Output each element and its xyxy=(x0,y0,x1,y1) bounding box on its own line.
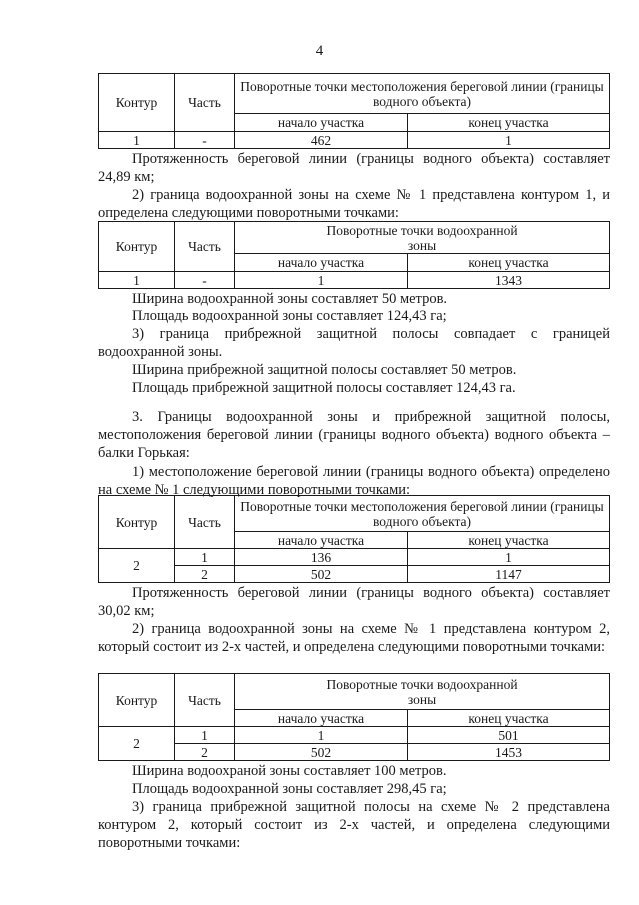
cell-start: 1 xyxy=(235,727,408,744)
header-start: начало участка xyxy=(235,254,408,272)
paragraph-strip-1: 3) граница прибрежной защитной полосы совпадает с границей водоохранной зоны. xyxy=(98,326,610,360)
cell-part: - xyxy=(175,132,235,149)
line-zone-area-1: Площадь водоохранной зоны составляет 124,43 га; xyxy=(132,308,447,324)
paragraph-length-1: Протяженность береговой линии (границы водного объекта) составляет 24,89 км; xyxy=(98,151,610,185)
shoreline-points-table-2 xyxy=(98,495,610,583)
cell-start: 502 xyxy=(235,566,408,583)
cell-part: 1 xyxy=(175,549,235,566)
cell-end: 1453 xyxy=(408,744,610,761)
header-end: конец участка xyxy=(408,114,610,132)
line-zone-width-2: Ширина водоохраной зоны составляет 100 метров. xyxy=(132,763,447,779)
cell-end: 501 xyxy=(408,727,610,744)
header-end: конец участка xyxy=(408,532,610,549)
header-points: Поворотные точки водоохранной зоны xyxy=(235,222,610,254)
water-zone-points-table-1 xyxy=(98,221,610,289)
cell-part: 2 xyxy=(175,744,235,761)
paragraph-zone-1: 2) граница водоохранной зоны на схеме № 1 представлена контуром 1, и определена следующими поворотными точками: xyxy=(98,187,610,221)
cell-contour: 1 xyxy=(99,132,175,149)
cell-contour: 1 xyxy=(99,272,175,289)
header-contour: Контур xyxy=(99,674,175,727)
cell-part: - xyxy=(175,272,235,289)
cell-part: 2 xyxy=(175,566,235,583)
line-zone-width-1: Ширина водоохранной зоны составляет 50 метров. xyxy=(132,291,448,307)
cell-start: 502 xyxy=(235,744,408,761)
cell-contour: 2 xyxy=(99,727,175,761)
line-strip-width-1: Ширина прибрежной защитной полосы составляет 50 метров. xyxy=(132,362,517,378)
cell-start: 1 xyxy=(235,272,408,289)
cell-end: 1 xyxy=(408,132,610,149)
paragraph-strip-2: 3) граница прибрежной защитной полосы на схеме № 2 представлена контуром 2, который состоит из 2-х частей, и определена следующими поворотными точками: xyxy=(98,799,610,851)
header-part: Часть xyxy=(175,222,235,272)
cell-end: 1 xyxy=(408,549,610,566)
paragraph-shoreline-2: 1) местоположение береговой линии (границы водного объекта) определено на схеме № 1 следующими поворотными точками: xyxy=(98,464,610,498)
cell-start: 462 xyxy=(235,132,408,149)
header-points: Поворотные точки местоположения береговой линии (границы водного объекта) xyxy=(235,74,610,114)
water-zone-points-table-2 xyxy=(98,673,610,761)
paragraph-length-2: Протяженность береговой линии (границы водного объекта) составляет 30,02 км; xyxy=(98,585,610,619)
paragraph-zone-2: 2) граница водоохранной зоны на схеме № 1 представлена контуром 2, который состоит из 2-х частей, и определена следующими поворотными точками: xyxy=(98,621,610,655)
header-contour: Контур xyxy=(99,496,175,549)
header-points: Поворотные точки местоположения береговой линии (границы водного объекта) xyxy=(235,496,610,532)
cell-start: 136 xyxy=(235,549,408,566)
header-end: конец участка xyxy=(408,710,610,727)
paragraph-section-3: 3. Границы водоохранной зоны и прибрежной защитной полосы, местоположения береговой линии (границы водного объекта) водного объекта – балки Горькая: xyxy=(98,409,610,461)
shoreline-points-table-1 xyxy=(98,73,610,149)
header-start: начало участка xyxy=(235,114,408,132)
cell-end: 1343 xyxy=(408,272,610,289)
header-part: Часть xyxy=(175,496,235,549)
header-part: Часть xyxy=(175,674,235,727)
header-part: Часть xyxy=(175,74,235,132)
header-contour: Контур xyxy=(99,74,175,132)
cell-contour: 2 xyxy=(99,549,175,583)
header-end: конец участка xyxy=(408,254,610,272)
header-points: Поворотные точки водоохранной зоны xyxy=(235,674,610,710)
cell-end: 1147 xyxy=(408,566,610,583)
header-start: начало участка xyxy=(235,532,408,549)
header-start: начало участка xyxy=(235,710,408,727)
header-contour: Контур xyxy=(99,222,175,272)
page-number: 4 xyxy=(315,43,324,59)
line-strip-area-1: Площадь прибрежной защитной полосы составляет 124,43 га. xyxy=(132,380,516,396)
line-zone-area-2: Площадь водоохранной зоны составляет 298,45 га; xyxy=(132,781,447,797)
cell-part: 1 xyxy=(175,727,235,744)
